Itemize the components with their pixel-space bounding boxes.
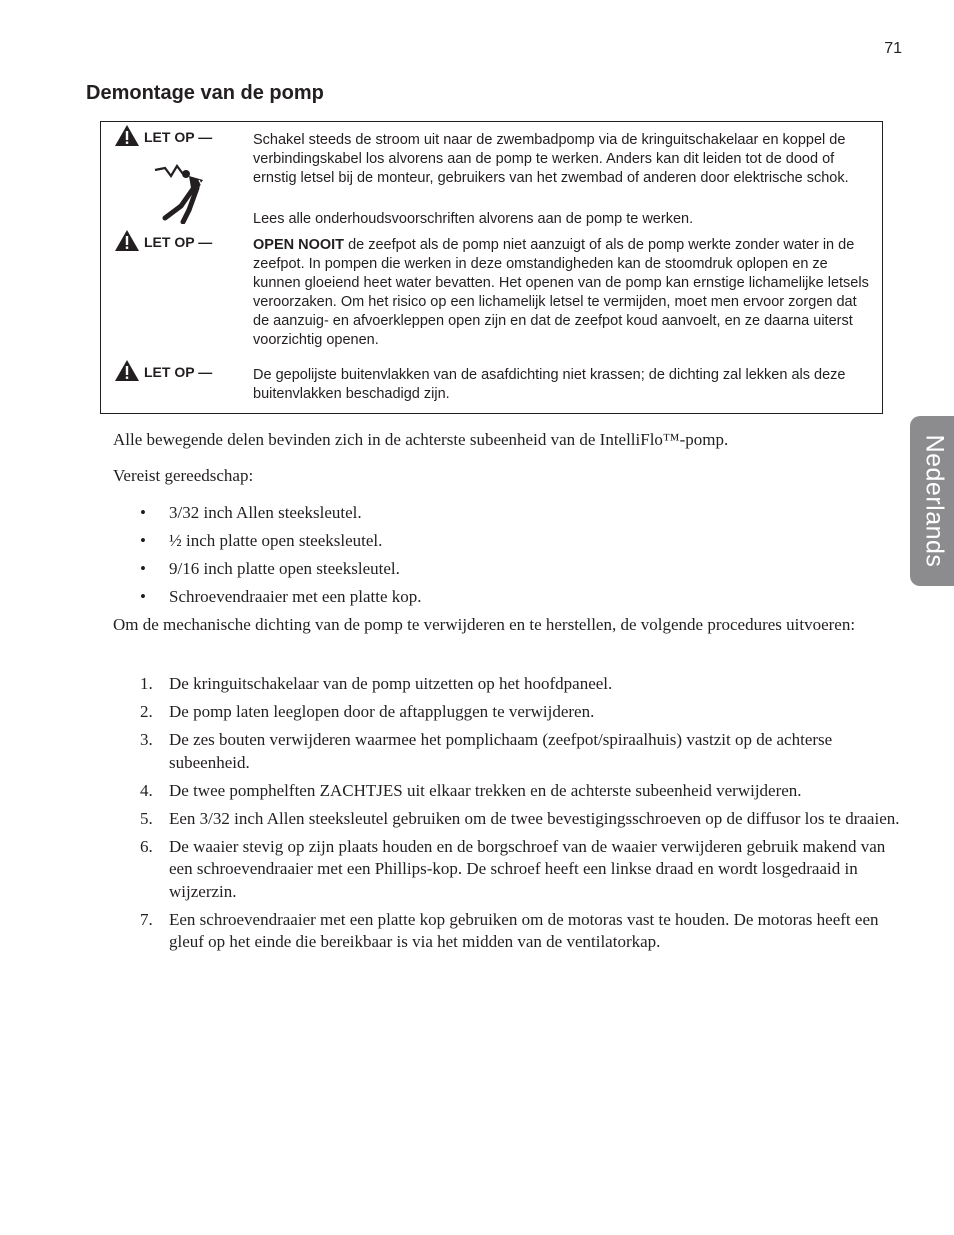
steps-list (140, 673, 905, 959)
list-item-text: 3/32 inch Allen steeksleutel. (169, 503, 362, 522)
step-number: 1. (140, 674, 153, 693)
warning-text-1: Schakel steeds de stroom uit naar de zwembadpomp via de kringuitschakelaar en koppel de verbindingskabel los alvorens aan de pomp te werken. Anders kan dit leiden tot de dood of ernstig letsel bij de monteur, gebruikers van het zwembad of anderen door elektrische schok. (253, 132, 849, 186)
list-item-text: ½ inch platte open steeksleutel. (169, 531, 383, 550)
warning-label-3 (114, 359, 212, 382)
page-number: 71 (884, 40, 902, 57)
list-item (140, 729, 905, 774)
bullet-marker: • (140, 531, 146, 550)
warning-label-text: LET OP — (144, 129, 213, 145)
list-item (140, 808, 905, 831)
language-tab-label: Nederlands (920, 434, 949, 568)
tools-heading: Vereist gereedschap: (113, 466, 254, 485)
list-item (140, 558, 905, 581)
list-item (140, 502, 905, 525)
list-item (140, 586, 905, 609)
list-item (140, 909, 905, 954)
procedure-intro: Om de mechanische dichting van de pomp te verwijderen en te herstellen, de volgende procedures uitvoeren: (113, 615, 856, 634)
step-number: 3. (140, 730, 153, 749)
list-item (140, 673, 905, 696)
list-item-text: De twee pomphelften ZACHTJES uit elkaar trekken en de achterste subeenheid verwijderen. (169, 780, 802, 800)
step-number: 6. (140, 836, 153, 856)
list-item-text: De kringuitschakelaar van de pomp uitzetten op het hoofdpaneel. (169, 674, 613, 693)
warning-label-2 (114, 229, 212, 252)
list-item-text: Een 3/32 inch Allen steeksleutel gebruiken om de twee bevestigingsschroeven op de diffusor los te draaien. (169, 808, 900, 828)
warning-text-3: De gepolijste buitenvlakken van de asafdichting niet krassen; de dichting zal lekken als deze buitenvlakken beschadigd zijn. (253, 367, 846, 402)
list-item-text: Een schroevendraaier met een platte kop gebruiken om de motoras vast te houden. De motoras heeft een gleuf op het einde die bereikbaar is via het midden van de ventilatorkap. (169, 909, 879, 951)
intro-paragraph: Alle bewegende delen bevinden zich in de achterste subeenheid van de IntelliFlo™-pomp. (113, 430, 729, 449)
tools-list (140, 502, 905, 614)
section-title: Demontage van de pomp (86, 82, 324, 104)
list-item-text: Schroevendraaier met een platte kop. (169, 587, 422, 606)
warning-box (100, 121, 883, 414)
bullet-marker: • (140, 587, 146, 606)
list-item (140, 836, 905, 904)
list-item (140, 780, 905, 803)
warning-triangle-icon (114, 124, 140, 147)
list-item-text: De zes bouten verwijderen waarmee het pomplichaam (zeefpot/spiraalhuis) vastzit op de achterse subeenheid. (169, 730, 833, 772)
step-number: 4. (140, 780, 153, 800)
language-tab (910, 416, 954, 586)
warning-bold-lead: OPEN NOOIT (253, 237, 345, 253)
electric-shock-icon (153, 162, 215, 224)
warning-text-2 (253, 236, 873, 350)
list-item (140, 530, 905, 553)
step-number: 7. (140, 909, 153, 929)
list-item-text: De waaier stevig op zijn plaats houden en de borgschroef van de waaier verwijderen gebruik makend van een schroevendraaier met een Phillips-kop. De schroef heeft een linkse draad en wordt losgedraaid in wijzerzin. (169, 836, 886, 901)
bullet-marker: • (140, 503, 146, 522)
bullet-marker: • (140, 559, 146, 578)
warning-text-1b: Lees alle onderhoudsvoorschriften alvorens aan de pomp te werken. (253, 211, 694, 227)
warning-triangle-icon (114, 359, 140, 382)
warning-label-text: LET OP — (144, 364, 213, 380)
list-item-text: De pomp laten leeglopen door de aftappluggen te verwijderen. (169, 702, 595, 721)
warning-label-text: LET OP — (144, 234, 213, 250)
warning-text-2-body: de zeefpot als de pomp niet aanzuigt of als de pomp werkte zonder water in de zeefpot. In pompen die werken in deze omstandigheden kan de stoomdruk oplopen en ze kunnen gloeiend heet water bevatten. Het openen van de pomp kan ernstige lichamelijke letsels veroorzaken. Om het risico op een lichamelijk letsel te vermijden, moet men ervoor zorgen dat de aanzuig- en afvoerkleppen open zijn en dat de zeefpot koud aanvoelt, en ze daarna uiterst voorzichtig openen. (253, 237, 869, 348)
step-number: 2. (140, 702, 153, 721)
list-item (140, 701, 905, 724)
warning-triangle-icon (114, 229, 140, 252)
list-item-text: 9/16 inch platte open steeksleutel. (169, 559, 400, 578)
warning-label-1 (114, 124, 212, 147)
step-number: 5. (140, 808, 153, 828)
